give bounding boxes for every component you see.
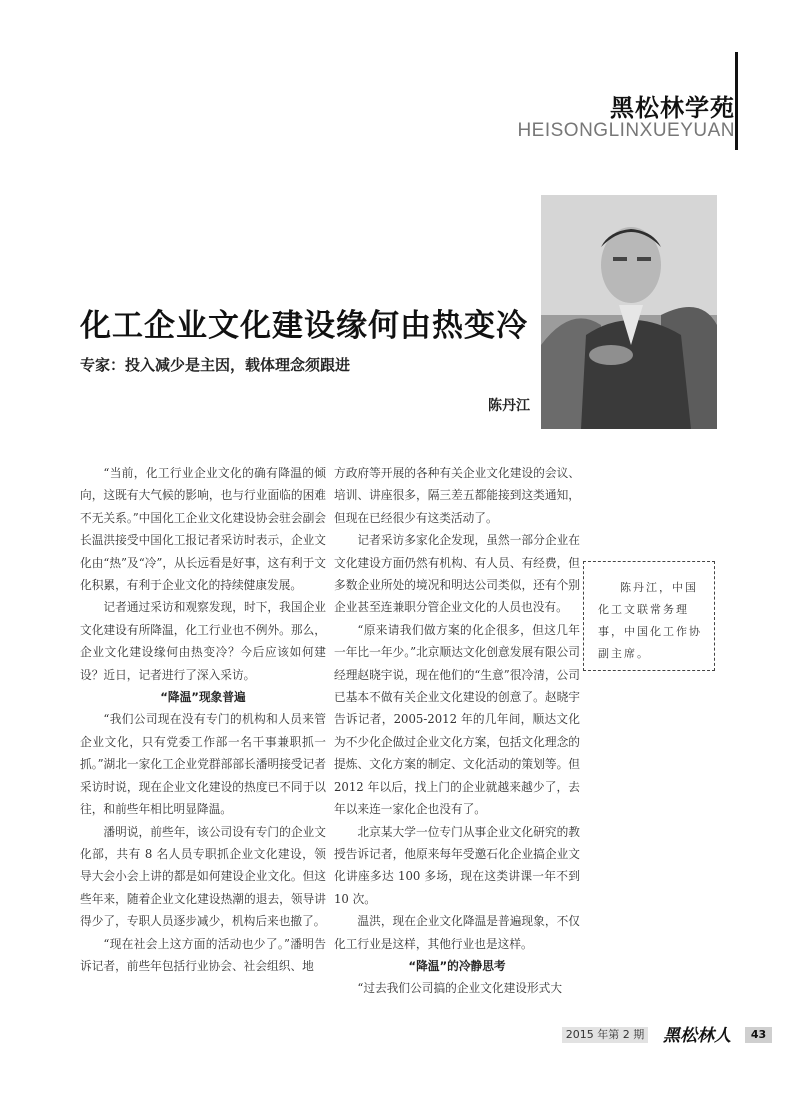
body-paragraph: 记者采访多家化企发现，虽然一部分企业在文化建设方面仍然有机构、有人员、有经费，但多数企业所处的境况和明达公司类似，还有个别企业甚至连兼职分管企业文化的人员也没有。 [334, 533, 580, 615]
section-heading: “降温”现象普遍 [160, 690, 246, 705]
body-paragraph: 记者通过采访和观察发现，时下，我国企业文化建设有所降温，化工行业也不例外。那么，企业文化建设缘何由热变冷？今后应该如何建设？近日，记者进行了深入采访。 [80, 600, 326, 682]
issue-label: 2015 年第 2 期 [562, 1027, 648, 1043]
body-column-1 [80, 462, 326, 977]
body-paragraph: “过去我们公司搞的企业文化建设形式大 [357, 981, 563, 996]
author-portrait-icon [541, 195, 717, 429]
section-heading: “降温”的冷静思考 [408, 958, 506, 973]
body-paragraph: “当前，化工行业企业文化的确有降温的倾向，这既有大气候的影响，也与行业面临的困难不无关系。”中国化工企业文化建设协会驻会副会长温洪接受中国化工报记者采访时表示，企业文化由“热”及“冷”，从长远看是好事，这有利于文化积累，有利于企业文化的持续健康发展。 [80, 466, 326, 593]
article-author: 陈丹江 [488, 398, 530, 414]
body-paragraph: 潘明说，前些年，该公司设有专门的企业文化部，共有 8 名人员专职抓企业文化建设，领导大会小会上讲的都是如何建设企业文化。但这些年来，随着企业文化建设热潮的退去，领导讲得少了，专职人员逐步减少，机构后来也撤了。 [80, 824, 326, 929]
body-paragraph-continued: 方政府等开展的各种有关企业文化建设的会议、培训、讲座很多，隔三差五都能接到这类通知，但现在已经很少有这类活动了。 [334, 466, 580, 525]
body-paragraph: 温洪，现在企业文化降温是普遍现象，不仅化工行业是这样，其他行业也是这样。 [334, 914, 580, 951]
body-column-2 [334, 462, 580, 1000]
header-divider [735, 52, 738, 150]
article-subtitle: 专家：投入减少是主因，载体理念须跟进 [80, 356, 351, 374]
column-name: 黑松林学苑 [610, 94, 735, 122]
body-paragraph: “原来请我们做方案的化企很多，但这几年一年比一年少。”北京顺达文化创意发展有限公司经理赵晓宇说，现在他们的“生意”很冷清，公司已基本不做有关企业文化建设的创意了。赵晓宇告诉记者，2005-2012 年的几年间，顺达文化为不少化企做过企业文化方案，包括文化理念的提炼、文化方案的制定、文化活动的策划等。但 2012 年以后，找上门的企业就越来越少了，去年以来连一家化企也没有了。 [334, 622, 580, 817]
author-bio-box: 陈丹江，中国化工文联常务理事，中国化工作协副主席。 [583, 561, 715, 671]
column-name-pinyin: HEISONGLINXUEYUAN [517, 120, 735, 141]
magazine-name: 黑松林人 [663, 1026, 731, 1046]
page-number: 43 [745, 1027, 772, 1043]
article-title: 化工企业文化建设缘何由热变冷 [80, 308, 528, 344]
body-paragraph: “我们公司现在没有专门的机构和人员来管企业文化，只有党委工作部一名干事兼职抓一抓。”湖北一家化工企业党群部部长潘明接受记者采访时说，现在企业文化建设的热度已不同于以往，和前些年相比明显降温。 [80, 712, 326, 817]
body-paragraph: 北京某大学一位专门从事企业文化研究的教授告诉记者，他原来每年受邀石化企业搞企业文化讲座多达 100 多场，现在这类讲课一年不到 10 次。 [334, 824, 580, 906]
author-photo [541, 195, 717, 429]
body-paragraph: “现在社会上这方面的活动也少了。”潘明告诉记者，前些年包括行业协会、社会组织、地 [80, 936, 326, 973]
